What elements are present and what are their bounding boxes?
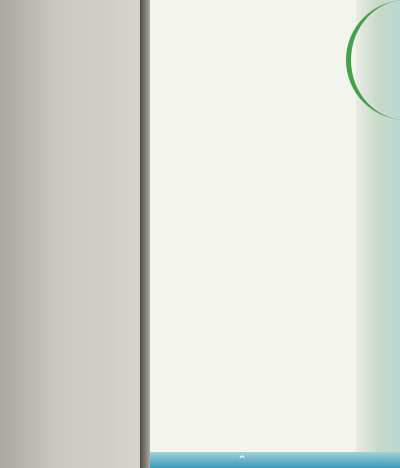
chevron-up-icon: ⌃	[236, 453, 248, 467]
left-carton-face	[0, 0, 140, 468]
nutrition-panel	[150, 0, 356, 468]
blue-wave-band	[150, 452, 400, 468]
